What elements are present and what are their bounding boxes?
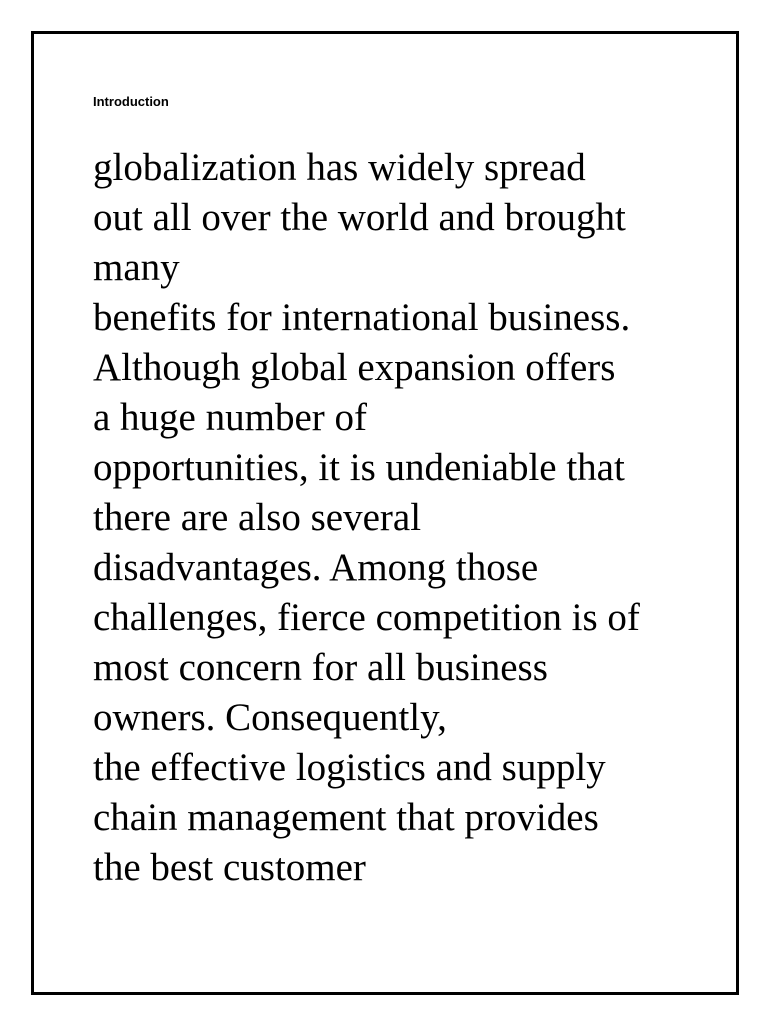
text-line: globalization has widely spread [93, 146, 586, 189]
text-line: challenges, fierce competition is of [93, 596, 640, 639]
text-line: there are also several [93, 496, 422, 539]
text-line: the effective logistics and supply [93, 746, 606, 789]
document-page [31, 31, 739, 995]
text-line: benefits for international business. [93, 296, 631, 339]
text-line: out all over the world and brought [93, 196, 626, 239]
body-paragraph [93, 143, 723, 893]
text-line: a huge number of [93, 396, 367, 439]
text-line: owners. Consequently, [93, 696, 447, 739]
text-line: disadvantages. Among those [93, 546, 539, 589]
text-line: many [93, 246, 180, 289]
text-line: Although global expansion offers [93, 346, 616, 389]
text-line: most concern for all business [93, 646, 548, 689]
text-line: the best customer [93, 846, 366, 889]
section-heading: Introduction [93, 94, 169, 109]
text-line: chain management that provides [93, 796, 599, 839]
text-line: opportunities, it is undeniable that [93, 446, 625, 489]
